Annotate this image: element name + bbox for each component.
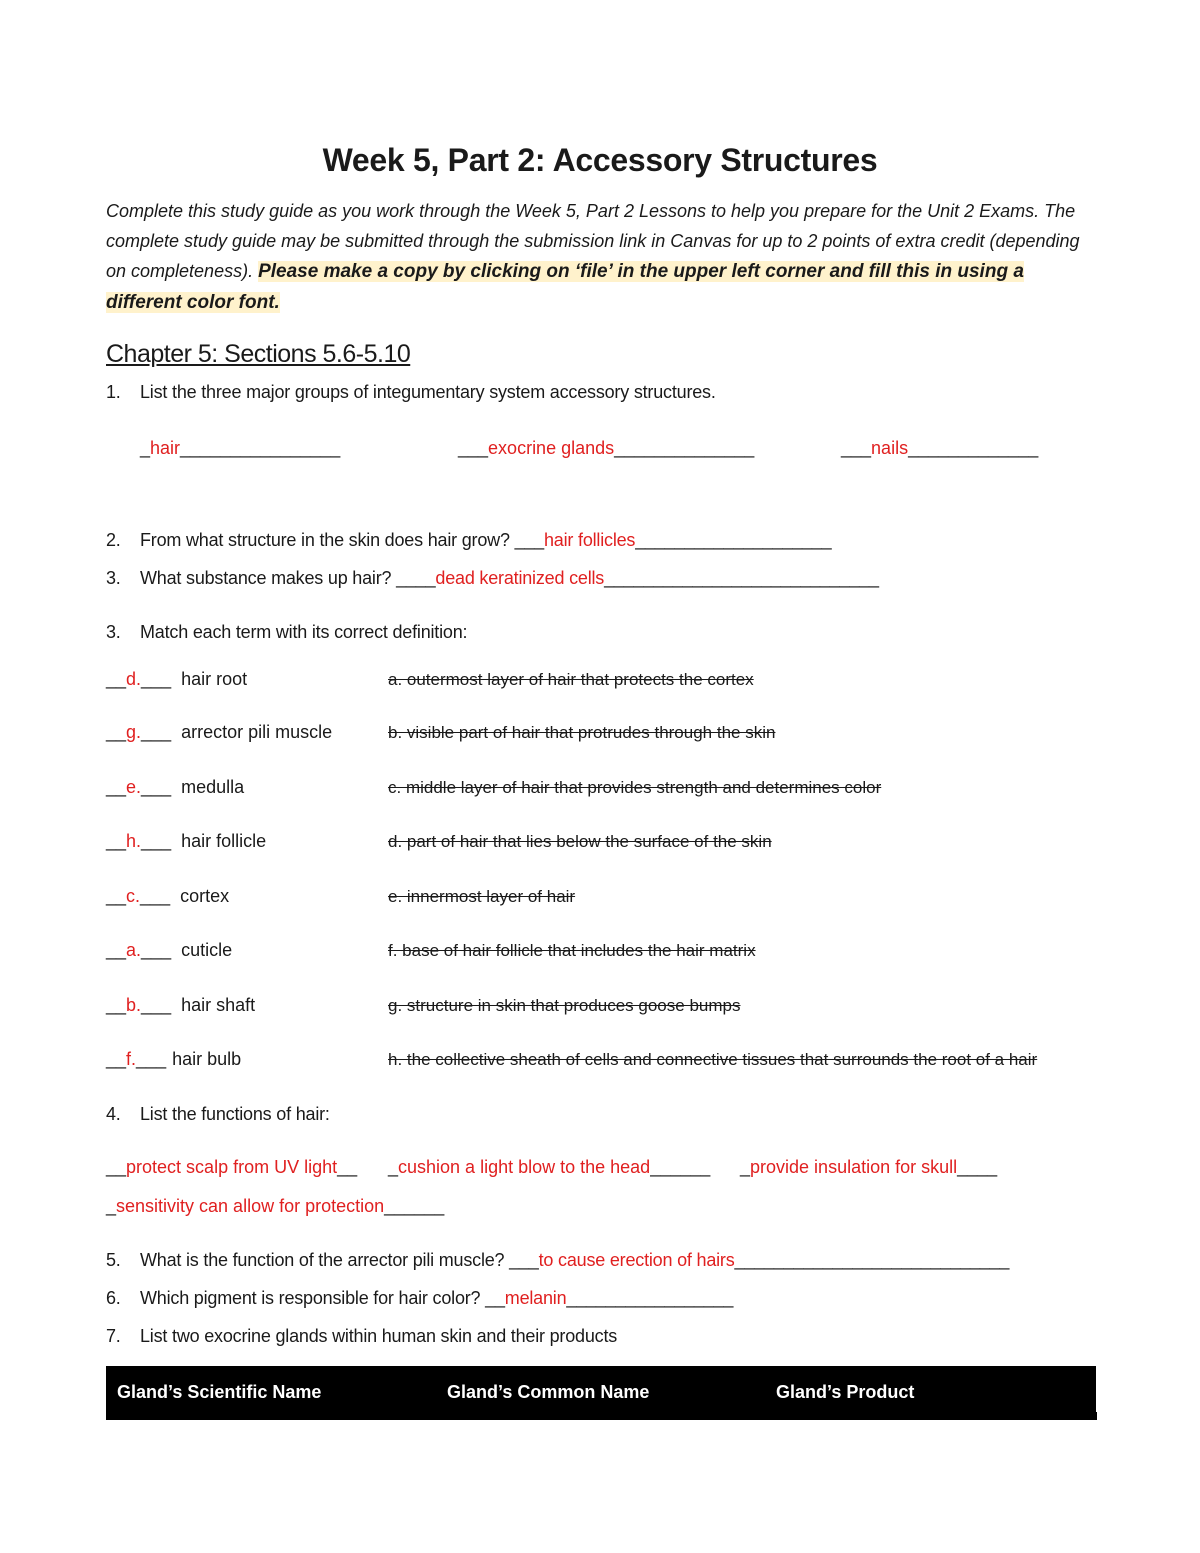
table-border	[436, 1412, 438, 1420]
matching-row	[106, 777, 244, 798]
answer-blank[interactable]: _hair________________	[140, 438, 341, 458]
intro-highlight: Please make a copy by clicking on ‘file’ in the upper left corner and fill this in using a different color font.	[106, 261, 1024, 313]
matching-row	[106, 995, 255, 1016]
question-2: 2. From what structure in the skin does hair grow? ___hair follicles____________________	[106, 530, 832, 550]
answer-blank[interactable]: ___hair follicles____________________	[514, 530, 832, 550]
definition: c. middle layer of hair that provides strength and determines color	[388, 778, 882, 797]
answer-blank[interactable]: _provide insulation for skull____	[740, 1157, 998, 1177]
answer-blank[interactable]: __f.___	[106, 1049, 167, 1069]
question-6: 6. Which pigment is responsible for hair color? __melanin_________________	[106, 1288, 734, 1308]
definition: a. outermost layer of hair that protects the cortex	[388, 670, 754, 689]
answer-blank[interactable]: __c.___	[106, 886, 171, 906]
matching-row	[106, 669, 247, 690]
question-1: 1. List the three major groups of integumentary system accessory structures.	[106, 382, 716, 402]
table-border	[765, 1412, 767, 1420]
matching-row	[106, 831, 266, 852]
matching-row	[106, 940, 232, 961]
answer-blank[interactable]: ____dead keratinized cells____________________________	[396, 568, 879, 588]
definition: e. innermost layer of hair	[388, 887, 576, 906]
intro-paragraph	[106, 196, 1096, 318]
table-header-common-name: Gland’s Common Name	[447, 1382, 650, 1402]
intro-text: Complete this study guide as you work through the Week 5, Part 2 Lessons to help you prepare for the Unit 2 Exams. The complete study guide may be submitted through the submission link in Canvas for up to 2 points of extra credit (depending on completeness).	[106, 201, 1080, 281]
answer-blank[interactable]: __e.___	[106, 777, 172, 797]
answer-blank[interactable]: ___exocrine glands______________	[458, 438, 755, 458]
definition: g. structure in skin that produces goose bumps	[388, 996, 741, 1015]
answer-blank[interactable]: ___nails_____________	[841, 438, 1039, 458]
answer-blank[interactable]: __a.___	[106, 940, 172, 960]
table-border	[106, 1412, 108, 1420]
answer-blank[interactable]: __g.___	[106, 722, 172, 742]
matching-row	[106, 886, 229, 907]
page-title: Week 5, Part 2: Accessory Structures	[322, 142, 878, 178]
term-label: hair shaft	[181, 995, 256, 1015]
question-4: 4. List the functions of hair:	[106, 1104, 330, 1124]
chapter-heading: Chapter 5: Sections 5.6-5.10	[106, 340, 411, 368]
definition: b. visible part of hair that protrudes through the skin	[388, 723, 776, 742]
term-label: hair root	[181, 669, 248, 689]
matching-row	[106, 722, 332, 743]
term-label: hair follicle	[181, 831, 267, 851]
answer-blank[interactable]: __protect scalp from UV light__	[106, 1157, 358, 1177]
answer-blank[interactable]: ___to cause erection of hairs____________________________	[509, 1250, 1010, 1270]
answer-blank[interactable]: _sensitivity can allow for protection______	[106, 1196, 445, 1216]
table-header-product: Gland’s Product	[776, 1382, 915, 1402]
term-label: medulla	[181, 777, 245, 797]
question-5: 5. What is the function of the arrector pili muscle? ___to cause erection of hairs____________________________	[106, 1250, 1010, 1270]
answer-blank[interactable]: __melanin_________________	[485, 1288, 734, 1308]
table-header-scientific-name: Gland’s Scientific Name	[117, 1382, 322, 1402]
term-label: cuticle	[181, 940, 233, 960]
definition: d. part of hair that lies below the surface of the skin	[388, 832, 772, 851]
term-label: arrector pili muscle	[181, 722, 333, 742]
definition: f. base of hair follicle that includes the hair matrix	[388, 941, 756, 960]
answer-blank[interactable]: __b.___	[106, 995, 172, 1015]
term-label: cortex	[180, 886, 230, 906]
answer-blank[interactable]: __h.___	[106, 831, 172, 851]
term-label: hair bulb	[172, 1049, 242, 1069]
answer-blank[interactable]: _cushion a light blow to the head______	[388, 1157, 711, 1177]
answer-blank[interactable]: __d.___	[106, 669, 172, 689]
table-border	[1095, 1412, 1097, 1420]
question-matching: 3. Match each term with its correct definition:	[106, 622, 468, 642]
question-3: 3. What substance makes up hair? ____dead keratinized cells____________________________	[106, 568, 879, 588]
question-7: 7. List two exocrine glands within human skin and their products	[106, 1326, 618, 1346]
matching-row	[106, 1049, 241, 1070]
definition: h. the collective sheath of cells and connective tissues that surrounds the root of a hair	[388, 1050, 1038, 1069]
